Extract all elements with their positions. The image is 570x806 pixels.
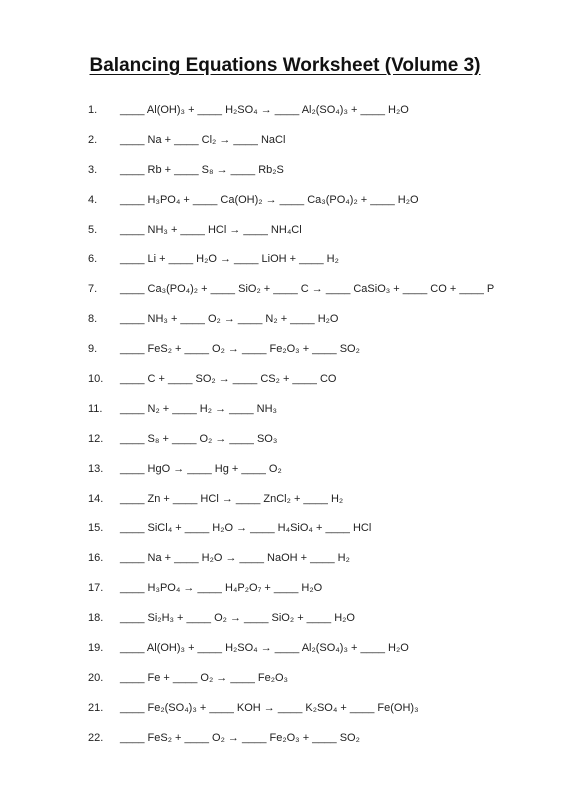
equation-text: ____ SiCl₄ + ____ H₂O → ____ H₄SiO₄ + ____ HCl bbox=[120, 522, 372, 535]
equation-text: ____ Al(OH)₃ + ____ H₂SO₄ → ____ Al₂(SO₄)₃ + ____ H₂O bbox=[120, 642, 409, 655]
equation-number: 18. bbox=[88, 612, 104, 625]
equation-text: ____ Li + ____ H₂O → ____ LiOH + ____ H₂ bbox=[120, 253, 339, 266]
equation-number: 7. bbox=[88, 283, 98, 296]
equation-text: ____ Fe + ____ O₂ → ____ Fe₂O₃ bbox=[120, 671, 289, 684]
equation-text: ____ Na + ____ H₂O → ____ NaOH + ____ H₂ bbox=[120, 552, 350, 565]
equation-number: 16. bbox=[88, 552, 104, 565]
equation-number: 22. bbox=[88, 731, 104, 744]
equation-text: ____ N₂ + ____ H₂ → ____ NH₃ bbox=[120, 402, 278, 415]
equation-text: ____ C + ____ SO₂ → ____ CS₂ + ____ CO bbox=[120, 373, 337, 386]
equation-text: ____ HgO → ____ Hg + ____ O₂ bbox=[120, 462, 282, 475]
equation-row bbox=[0, 518, 570, 548]
equation-text: ____ FeS₂ + ____ O₂ → ____ Fe₂O₃ + ____ SO₂ bbox=[120, 731, 360, 744]
equation-text: ____ H₃PO₄ → ____ H₄P₂O₇ + ____ H₂O bbox=[120, 582, 323, 595]
equation-row bbox=[0, 429, 570, 459]
worksheet-title-text: Balancing Equations Worksheet (Volume 3) bbox=[89, 55, 481, 76]
equation-text: ____ H₃PO₄ + ____ Ca(OH)₂ → ____ Ca₃(PO₄)₂ + ____ H₂O bbox=[120, 193, 419, 206]
equation-number: 3. bbox=[88, 163, 98, 176]
equation-number: 20. bbox=[88, 671, 104, 684]
equation-row bbox=[0, 728, 570, 758]
equation-number: 17. bbox=[88, 582, 104, 595]
equation-text: ____ Al(OH)₃ + ____ H₂SO₄ → ____ Al₂(SO₄)₃ + ____ H₂O bbox=[120, 104, 409, 116]
equation-text: ____ Rb + ____ S₈ → ____ Rb₂S bbox=[120, 163, 284, 176]
equation-text: ____ Na + ____ Cl₂ → ____ NaCl bbox=[120, 133, 286, 146]
equation-number: 21. bbox=[88, 701, 104, 714]
equation-text: ____ Zn + ____ HCl → ____ ZnCl₂ + ____ H₂ bbox=[120, 492, 344, 505]
equation-row bbox=[0, 578, 570, 608]
equation-text: ____ FeS₂ + ____ O₂ → ____ Fe₂O₃ + ____ SO₂ bbox=[120, 343, 360, 356]
equation-number: 1. bbox=[88, 104, 98, 116]
equation-number: 2. bbox=[88, 133, 98, 146]
equation-number: 13. bbox=[88, 462, 104, 475]
equation-row bbox=[0, 548, 570, 578]
equation-text: ____ NH₃ + ____ HCl → ____ NH₄Cl bbox=[120, 223, 302, 236]
equation-row bbox=[0, 160, 570, 190]
equation-number: 8. bbox=[88, 313, 98, 326]
equation-row bbox=[0, 309, 570, 339]
equation-text: ____ NH₃ + ____ O₂ → ____ N₂ + ____ H₂O bbox=[120, 313, 339, 326]
equation-text: ____ Si₂H₃ + ____ O₂ → ____ SiO₂ + ____ H₂O bbox=[120, 612, 355, 625]
equation-row bbox=[0, 190, 570, 220]
equation-row bbox=[0, 459, 570, 489]
equation-number: 15. bbox=[88, 522, 104, 535]
equation-row bbox=[0, 279, 570, 309]
equation-number: 6. bbox=[88, 253, 98, 266]
equation-text: ____ Fe₂(SO₄)₃ + ____ KOH → ____ K₂SO₄ + ____ Fe(OH)₃ bbox=[120, 701, 419, 714]
equation-number: 12. bbox=[88, 432, 104, 445]
equation-row bbox=[0, 130, 570, 160]
equation-row bbox=[0, 339, 570, 369]
equation-number: 5. bbox=[88, 223, 98, 236]
equation-row bbox=[0, 638, 570, 668]
equation-number: 11. bbox=[88, 402, 103, 415]
equation-row bbox=[0, 369, 570, 399]
equation-text: ____ Ca₃(PO₄)₂ + ____ SiO₂ + ____ C → ____ CaSiO₃ + ____ CO + ____ P bbox=[120, 283, 495, 296]
worksheet-title bbox=[0, 55, 570, 77]
equation-row bbox=[0, 249, 570, 279]
equation-number: 10. bbox=[88, 373, 104, 386]
equation-number: 19. bbox=[88, 642, 104, 655]
equation-row bbox=[0, 608, 570, 638]
equation-number: 14. bbox=[88, 492, 104, 505]
equation-list bbox=[0, 100, 570, 758]
equation-row bbox=[0, 399, 570, 429]
equation-row bbox=[0, 220, 570, 250]
equation-row bbox=[0, 698, 570, 728]
equation-number: 4. bbox=[88, 193, 98, 206]
equation-row bbox=[0, 100, 570, 130]
equation-text: ____ S₈ + ____ O₂ → ____ SO₃ bbox=[120, 432, 278, 445]
equation-row bbox=[0, 668, 570, 698]
equation-number: 9. bbox=[88, 343, 98, 356]
equation-row bbox=[0, 489, 570, 519]
